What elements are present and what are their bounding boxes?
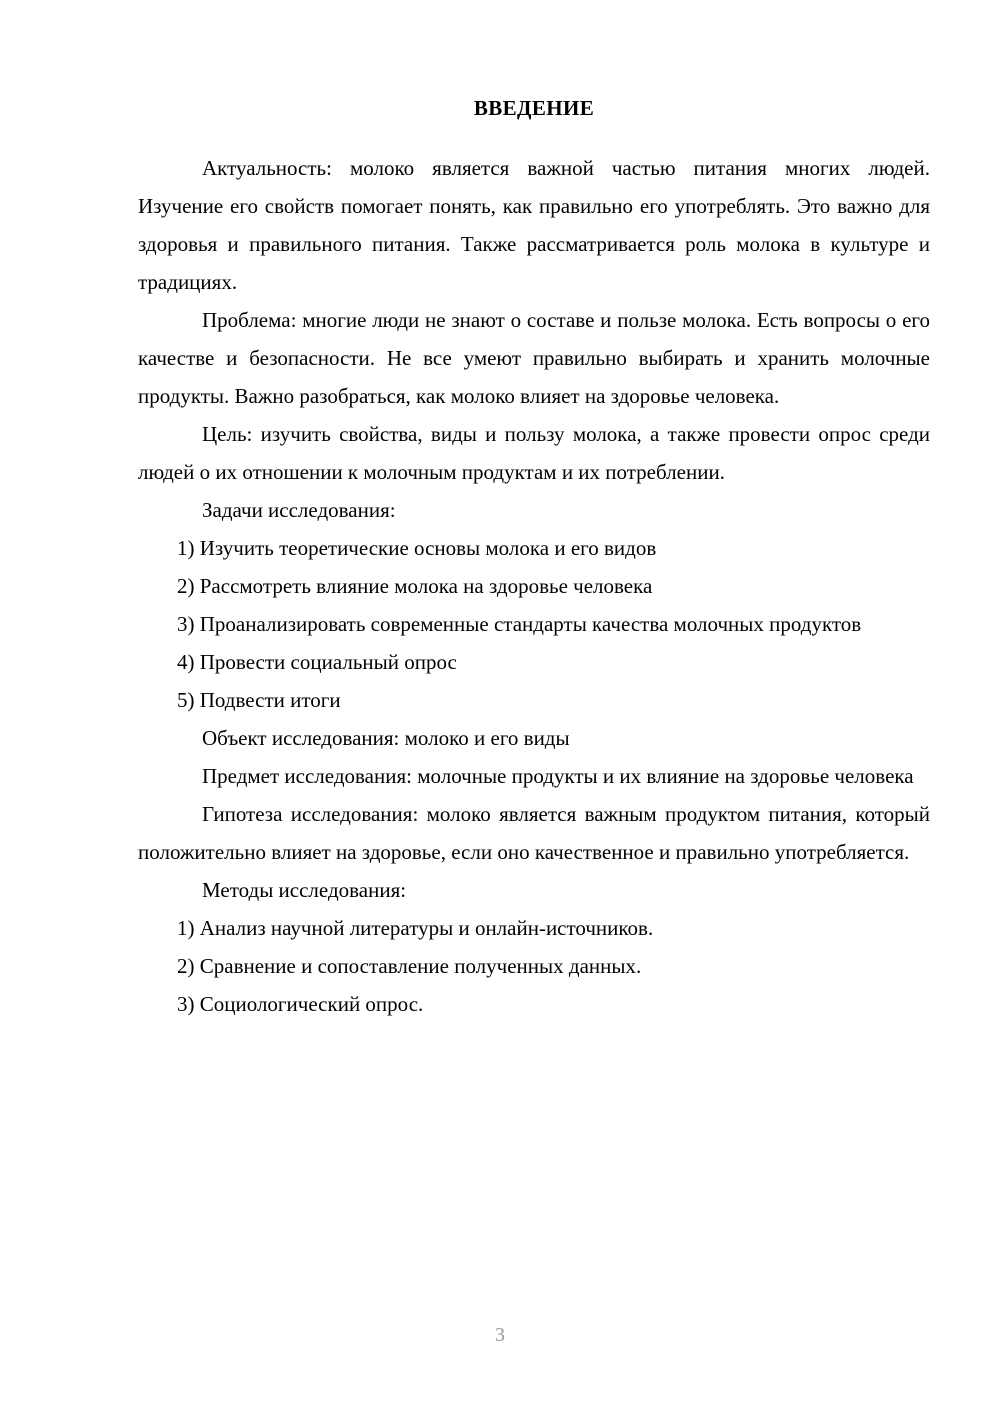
paragraph-goal: Цель: изучить свойства, виды и пользу молока, а также провести опрос среди людей о их отношении к молочным продуктам и их потреблении. <box>138 421 930 484</box>
task-item-4: 4) Провести социальный опрос <box>177 649 457 674</box>
paragraph-hypothesis: Гипотеза исследования: молоко является важным продуктом питания, который положительно влияет на здоровье, если оно качественное и правильно употребляется. <box>138 801 930 864</box>
paragraph-object: Объект исследования: молоко и его виды <box>202 725 570 750</box>
task-item-1: 1) Изучить теоретические основы молока и его видов <box>177 535 657 560</box>
task-item-2: 2) Рассмотреть влияние молока на здоровье человека <box>177 573 653 598</box>
paragraph-relevance: Актуальность: молоко является важной частью питания многих людей. Изучение его свойств помогает понять, как правильно его употреблять. Это важно для здоровья и правильного питания. Также рассматривается роль молока в культуре и традициях. <box>138 155 930 294</box>
paragraph-problem: Проблема: многие люди не знают о составе и пользе молока. Есть вопросы о его качестве и безопасности. Не все умеют правильно выбирать и хранить молочные продукты. Важно разобраться, как молоко влияет на здоровье человека. <box>138 307 930 408</box>
document-body <box>138 0 930 1023</box>
method-item-2: 2) Сравнение и сопоставление полученных данных. <box>177 953 642 978</box>
page-title: ВВЕДЕНИЕ <box>473 96 595 120</box>
tasks-label: Задачи исследования: <box>202 497 396 522</box>
task-item-5: 5) Подвести итоги <box>177 687 341 712</box>
task-item-3: 3) Проанализировать современные стандарты качества молочных продуктов <box>177 611 862 636</box>
page-number: 3 <box>495 1324 505 1346</box>
method-item-3: 3) Социологический опрос. <box>177 991 424 1016</box>
paragraph-subject: Предмет исследования: молочные продукты и их влияние на здоровье человека <box>202 763 914 788</box>
method-item-1: 1) Анализ научной литературы и онлайн-источников. <box>177 915 654 940</box>
methods-label: Методы исследования: <box>202 877 407 902</box>
